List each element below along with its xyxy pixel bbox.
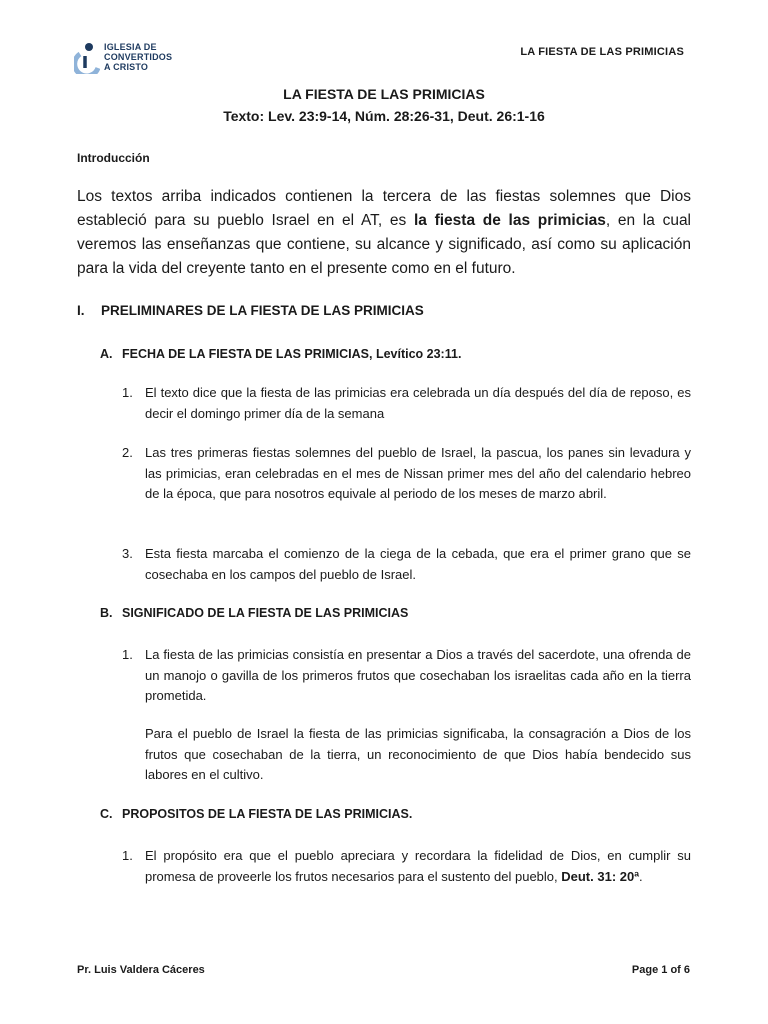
item-text: Esta fiesta marcaba el comienzo de la ciega de la cebada, que era el primer grano que se cosechaba en los campos del pueblo de Israel. bbox=[145, 546, 691, 582]
item-number: 3. bbox=[122, 546, 133, 561]
logo-line: CONVERTIDOS bbox=[104, 52, 173, 62]
section-heading-i bbox=[77, 303, 424, 318]
intro-text: , en la cual veremos las enseñanzas que contiene, su alcance y significado, así como su aplicación para la vida del creyente tanto en el presente como en el futuro. bbox=[77, 212, 692, 277]
list-item bbox=[122, 544, 691, 585]
item-number: 1. bbox=[122, 385, 133, 400]
subsection-heading-c bbox=[100, 807, 412, 821]
item-text: La fiesta de las primicias consistía en presentar a Dios a través del sacerdote, una ofrenda de un manojo o gavilla de los primeros frutos que cosechaban los israelitas cada año en la tierra prometida. bbox=[145, 647, 691, 703]
item-text: Las tres primeras fiestas solemnes del pueblo de Israel, la pascua, los panes sin levadura y las primicias, eran celebradas en el mes de Nissan primer mes del año del calendario hebreo de la época, que para nosotros equivale al periodo de los meses de marzo abril. bbox=[145, 445, 691, 501]
footer-author: Pr. Luis Valdera Cáceres bbox=[77, 964, 205, 976]
logo-line: A CRISTO bbox=[104, 62, 149, 72]
scripture-references: Texto: Lev. 23:9-14, Núm. 28:26-31, Deut. 26:1-16 bbox=[223, 108, 545, 124]
item-text bbox=[145, 846, 691, 887]
subsection-title: PROPOSITOS DE LA FIESTA DE LAS PRIMICIAS. bbox=[122, 807, 413, 821]
punctuation: . bbox=[457, 347, 462, 361]
list-item bbox=[122, 383, 691, 424]
body-paragraph: Para el pueblo de Israel la fiesta de las primicias significaba, la consagración a Dios de los frutos que cosechaban de la tierra, un reconocimiento de que Dios había bendecido sus labores en el cultivo. bbox=[145, 726, 691, 782]
logo-text bbox=[104, 42, 172, 72]
punctuation: . bbox=[639, 868, 643, 884]
intro-bold-text: la fiesta de las primicias bbox=[413, 212, 606, 229]
item-number: 1. bbox=[122, 647, 133, 662]
church-logo-icon bbox=[74, 40, 100, 74]
subsection-title: SIGNIFICADO DE LA FIESTA DE LAS PRIMICIAS bbox=[122, 606, 409, 620]
item-number: 2. bbox=[122, 445, 133, 460]
intro-paragraph bbox=[77, 185, 691, 281]
item-number: 1. bbox=[122, 848, 133, 863]
subsection-title: FECHA DE LA FIESTA DE LAS PRIMICIAS bbox=[122, 347, 369, 361]
church-logo bbox=[74, 40, 172, 74]
scripture-ref: , Levítico 23:11 bbox=[369, 347, 458, 361]
item-text-body: El propósito era que el pueblo apreciara y recordara la fidelidad de Dios, en cumplir su promesa de proveerle los frutos necesarios para el sustento del pueblo, bbox=[145, 848, 691, 884]
intro-text: Los textos arriba indicados contienen la tercera de las fiestas solemnes que Dios estableció para su pueblo Israel en el AT, es bbox=[77, 188, 691, 229]
scripture-ref: Deut. 31: 20ª bbox=[561, 868, 640, 884]
intro-heading: Introducción bbox=[77, 151, 150, 165]
subsection-heading-b bbox=[100, 606, 408, 620]
list-item bbox=[122, 443, 691, 505]
section-title: PRELIMINARES DE LA FIESTA DE LAS PRIMICIAS bbox=[101, 303, 424, 318]
document-title: LA FIESTA DE LAS PRIMICIAS bbox=[283, 86, 485, 102]
item-text: El texto dice que la fiesta de las primicias era celebrada un día después del día de reposo, es decir el domingo primer día de la semana bbox=[145, 385, 691, 421]
subsection-letter: B. bbox=[100, 606, 113, 620]
subsection-letter: A. bbox=[100, 347, 113, 361]
page-number: Page 1 of 6 bbox=[631, 964, 690, 976]
running-title: LA FIESTA DE LAS PRIMICIAS bbox=[520, 46, 684, 58]
list-item bbox=[122, 645, 691, 707]
section-number: I. bbox=[77, 303, 85, 318]
subsection-heading-a bbox=[100, 347, 461, 361]
subsection-letter: C. bbox=[100, 807, 113, 821]
list-item bbox=[122, 846, 691, 887]
logo-line: IGLESIA DE bbox=[104, 42, 157, 52]
